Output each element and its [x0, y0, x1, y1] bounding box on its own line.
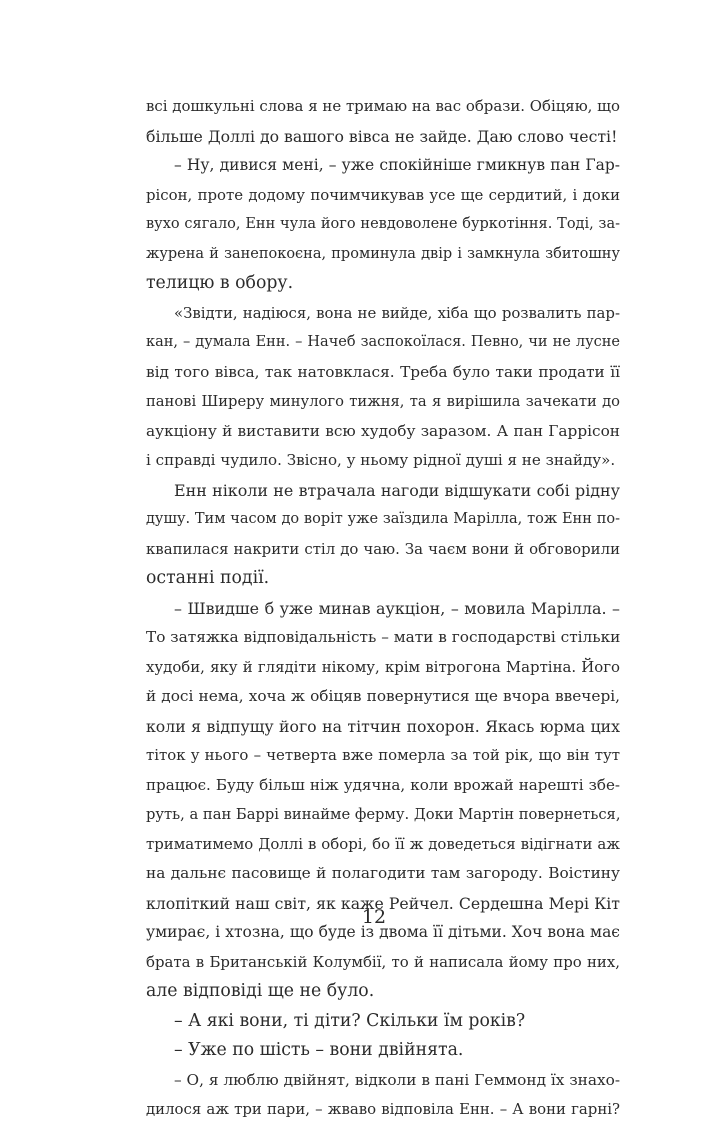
- text-line: дилося аж три пари, – жваво відповіла Енн. – А вони гарні?: [146, 1100, 620, 1118]
- text-line: душу. Тим часом до воріт уже заїздила Марілла, тож Енн по-: [146, 511, 620, 527]
- text-line: – Ну, дивися мені, – уже спокійніше гмикнув пан Гар-: [174, 156, 620, 174]
- text-line: худоби, яку й глядіти нікому, крім вітрогона Мартіна. Його: [146, 657, 620, 676]
- text-line: – Уже по шість – вони двійнята.: [174, 1040, 464, 1060]
- text-line: журена й занепокоєна, проминула двір і замкнула збитошну: [146, 245, 620, 262]
- body-text: [146, 92, 620, 1125]
- text-line: квапилася накрити стіл до чаю. За чаєм вони й обговорили: [146, 539, 620, 558]
- text-line: «Звідти, надіюся, вона не вийде, хіба що розвалить пар-: [174, 303, 620, 322]
- text-line: умирає, і хтозна, що буде із двома її дітьми. Хоч вона має: [146, 923, 620, 941]
- text-line: й досі нема, хоча ж обіцяв повернутися ще вчора ввечері,: [146, 687, 620, 705]
- text-line: коли я відпущу його на тітчин похорон. Якась юрма цих: [146, 716, 620, 736]
- text-line: Енн ніколи не втрачала нагоди відшукати собі рідну: [174, 480, 620, 500]
- text-line: брата в Британській Колумбії, то й написала йому про них,: [146, 952, 620, 971]
- text-line: клопіткий наш світ, як каже Рейчел. Сердешна Мері Кіт: [146, 893, 620, 913]
- text-line: від того вівса, так натовклася. Треба було таки продати її: [146, 362, 620, 381]
- text-line: рісон, проте додому почимчикував усе ще сердитий, і доки: [146, 185, 620, 204]
- text-line: кан, – думала Енн. – Начеб заспокоїлася. Певно, чи не лусне: [146, 334, 620, 350]
- text-line: на дальнє пасовище й полагодити там загороду. Воістину: [146, 864, 620, 882]
- text-line: останні події.: [146, 568, 270, 588]
- text-line: То затяжка відповідальність – мати в господарстві стільки: [146, 628, 620, 646]
- text-line: аукціону й виставити всю худобу заразом. А пан Гаррісон: [146, 421, 620, 440]
- page-number: 12: [361, 906, 387, 928]
- text-line: руть, а пан Баррі винайме ферму. Доки Мартін повернеться,: [146, 806, 620, 823]
- text-line: працює. Буду більш ніж удячна, коли врожай нарешті збе-: [146, 775, 620, 794]
- text-line: всі дошкульні слова я не тримаю на вас образи. Обіцяю, що: [146, 97, 620, 115]
- text-line: – А які вони, ті діти? Скільки їм років?: [174, 1010, 526, 1031]
- text-line: панові Ширеру минулого тижня, та я вирішила зачекати до: [146, 393, 620, 410]
- text-line: вухо сягало, Енн чула його невдоволене буркотіння. Тоді, за-: [146, 216, 620, 232]
- text-line: – Швидше б уже минав аукціон, – мовила Марілла. –: [174, 598, 620, 618]
- text-line: триматимемо Доллі в оборі, бо її ж доведеться відігнати аж: [146, 834, 620, 853]
- text-line: і справді чудило. Звісно, у ньому рідної душі я не знайду».: [146, 451, 616, 469]
- text-line: – О, я люблю двійнят, відколи в пані Геммонд їх знахо-: [174, 1070, 620, 1089]
- text-line: телицю в обору.: [146, 273, 294, 293]
- text-line: але відповіді ще не було.: [146, 981, 375, 1001]
- text-line: тіток у нього – четверта вже померла за той рік, що він тут: [146, 746, 620, 764]
- text-line: більше Доллі до вашого вівса не зайде. Даю слово честі!: [146, 126, 618, 146]
